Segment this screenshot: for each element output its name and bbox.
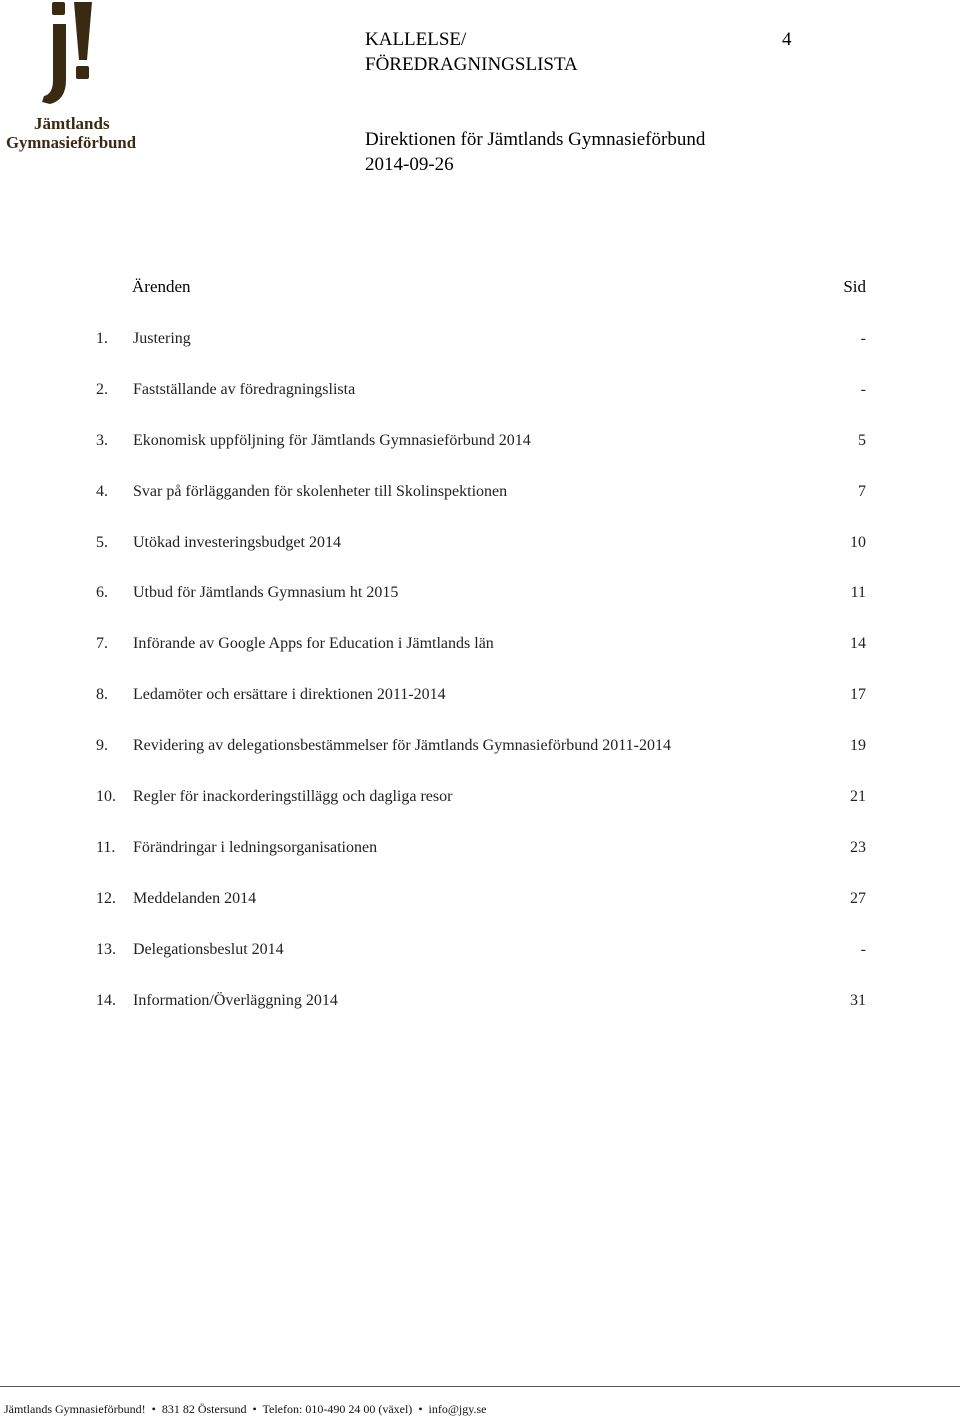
agenda-item xyxy=(96,889,866,940)
agenda-item xyxy=(96,380,866,431)
organization-logo xyxy=(4,0,138,152)
agenda-item-title: Ledamöter och ersättare i direktionen 2011-2014 xyxy=(133,686,446,704)
agenda-item-title: Information/Överläggning 2014 xyxy=(133,991,338,1009)
document-title-line2: FÖREDRAGNINGSLISTA xyxy=(365,54,578,75)
agenda-item-number: 12. xyxy=(96,889,116,907)
agenda-item-number: 3. xyxy=(96,431,108,449)
footer xyxy=(4,1401,486,1417)
agenda-item-page: - xyxy=(860,330,866,347)
footer-email-link[interactable]: info@jgy.se xyxy=(428,1402,487,1416)
page-number: 4 xyxy=(782,29,792,50)
agenda-item xyxy=(96,940,866,991)
agenda-item-title: Justering xyxy=(133,330,191,347)
agenda-item-title: Revidering av delegationsbestämmelser för Jämtlands Gymnasieförbund 2011-2014 xyxy=(133,737,671,755)
agenda-item-title: Ekonomisk uppföljning för Jämtlands Gymnasieförbund 2014 xyxy=(133,431,531,449)
agenda-item xyxy=(96,787,866,838)
logo-text-line1: Jämtlands xyxy=(34,114,110,133)
agenda-item-page: 7 xyxy=(858,482,866,500)
agenda-item xyxy=(96,685,866,736)
logo-text-line2: Gymnasieförbund xyxy=(6,133,137,152)
agenda-item-page: 31 xyxy=(850,991,866,1009)
agenda-item-page: 5 xyxy=(858,431,866,449)
footer-separator: • xyxy=(252,1402,257,1416)
agenda-item-number: 10. xyxy=(96,788,116,806)
agenda-item-title: Förändringar i ledningsorganisationen xyxy=(133,838,378,856)
footer-phone: Telefon: 010-490 24 00 (växel) xyxy=(262,1402,413,1416)
agenda-item xyxy=(96,736,866,787)
meeting-info xyxy=(365,127,705,177)
agenda-item xyxy=(96,329,866,380)
logo-graphic xyxy=(4,0,138,152)
logo-j-dot xyxy=(52,2,65,15)
agenda-item-number: 14. xyxy=(96,991,116,1009)
agenda-item-number: 11. xyxy=(96,838,116,856)
agenda-item xyxy=(96,838,866,889)
footer-separator: • xyxy=(151,1402,156,1416)
agenda-item xyxy=(96,431,866,482)
meeting-date: 2014-09-26 xyxy=(365,154,454,175)
agenda-item xyxy=(96,482,866,533)
footer-organization: Jämtlands Gymnasieförbund! xyxy=(4,1402,146,1416)
agenda-item-page: 17 xyxy=(850,686,866,704)
agenda-item-page: 23 xyxy=(850,838,866,856)
agenda-item-title: Svar på förlägganden för skolenheter till Skolinspektionen xyxy=(133,482,508,500)
agenda-item-number: 8. xyxy=(96,686,108,704)
footer-address: 831 82 Östersund xyxy=(161,1402,247,1416)
document-title-line1: KALLELSE/ xyxy=(365,29,467,50)
agenda-item-number: 7. xyxy=(96,635,108,653)
agenda-item-page: 19 xyxy=(850,737,866,755)
logo-exclamation-dot xyxy=(76,66,89,79)
footer-divider xyxy=(0,1386,960,1387)
agenda-item-title: Fastställande av föredragningslista xyxy=(133,380,356,398)
agenda-item-number: 9. xyxy=(96,737,108,755)
agenda-heading-page: Sid xyxy=(843,277,866,296)
agenda-item-number: 6. xyxy=(96,584,108,602)
agenda-item-title: Meddelanden 2014 xyxy=(133,889,257,907)
agenda-item-page: 27 xyxy=(850,889,866,907)
organization-name: Direktionen för Jämtlands Gymnasieförbund xyxy=(365,129,706,150)
agenda-item-page: 14 xyxy=(850,635,866,653)
agenda-item xyxy=(96,533,866,584)
agenda-item-number: 4. xyxy=(96,482,108,500)
logo-exclamation-bar xyxy=(74,2,92,60)
logo-j-stem xyxy=(42,24,66,104)
footer-separator: • xyxy=(418,1402,423,1416)
document-title xyxy=(365,27,578,77)
agenda-list xyxy=(96,329,866,1041)
agenda-item-title: Delegationsbeslut 2014 xyxy=(133,940,284,958)
agenda-item-page: 10 xyxy=(850,533,866,551)
agenda-item-title: Utökad investeringsbudget 2014 xyxy=(133,533,341,551)
agenda-item-number: 1. xyxy=(96,330,108,347)
agenda-heading-matters: Ärenden xyxy=(132,277,191,296)
agenda-item xyxy=(96,991,866,1042)
agenda-item-number: 13. xyxy=(96,940,116,958)
agenda-item-number: 5. xyxy=(96,533,108,551)
agenda-item xyxy=(96,583,866,634)
agenda-item-number: 2. xyxy=(96,380,108,398)
agenda-item-page: - xyxy=(860,380,866,398)
agenda-item-page: - xyxy=(860,940,866,958)
agenda-item-title: Regler för inackorderingstillägg och dagliga resor xyxy=(133,788,453,806)
agenda-item-page: 11 xyxy=(850,584,866,602)
agenda-item xyxy=(96,634,866,685)
agenda-item-page: 21 xyxy=(850,788,866,806)
agenda-item-title: Utbud för Jämtlands Gymnasium ht 2015 xyxy=(133,584,399,602)
agenda-item-title: Införande av Google Apps for Education i Jämtlands län xyxy=(133,635,494,653)
